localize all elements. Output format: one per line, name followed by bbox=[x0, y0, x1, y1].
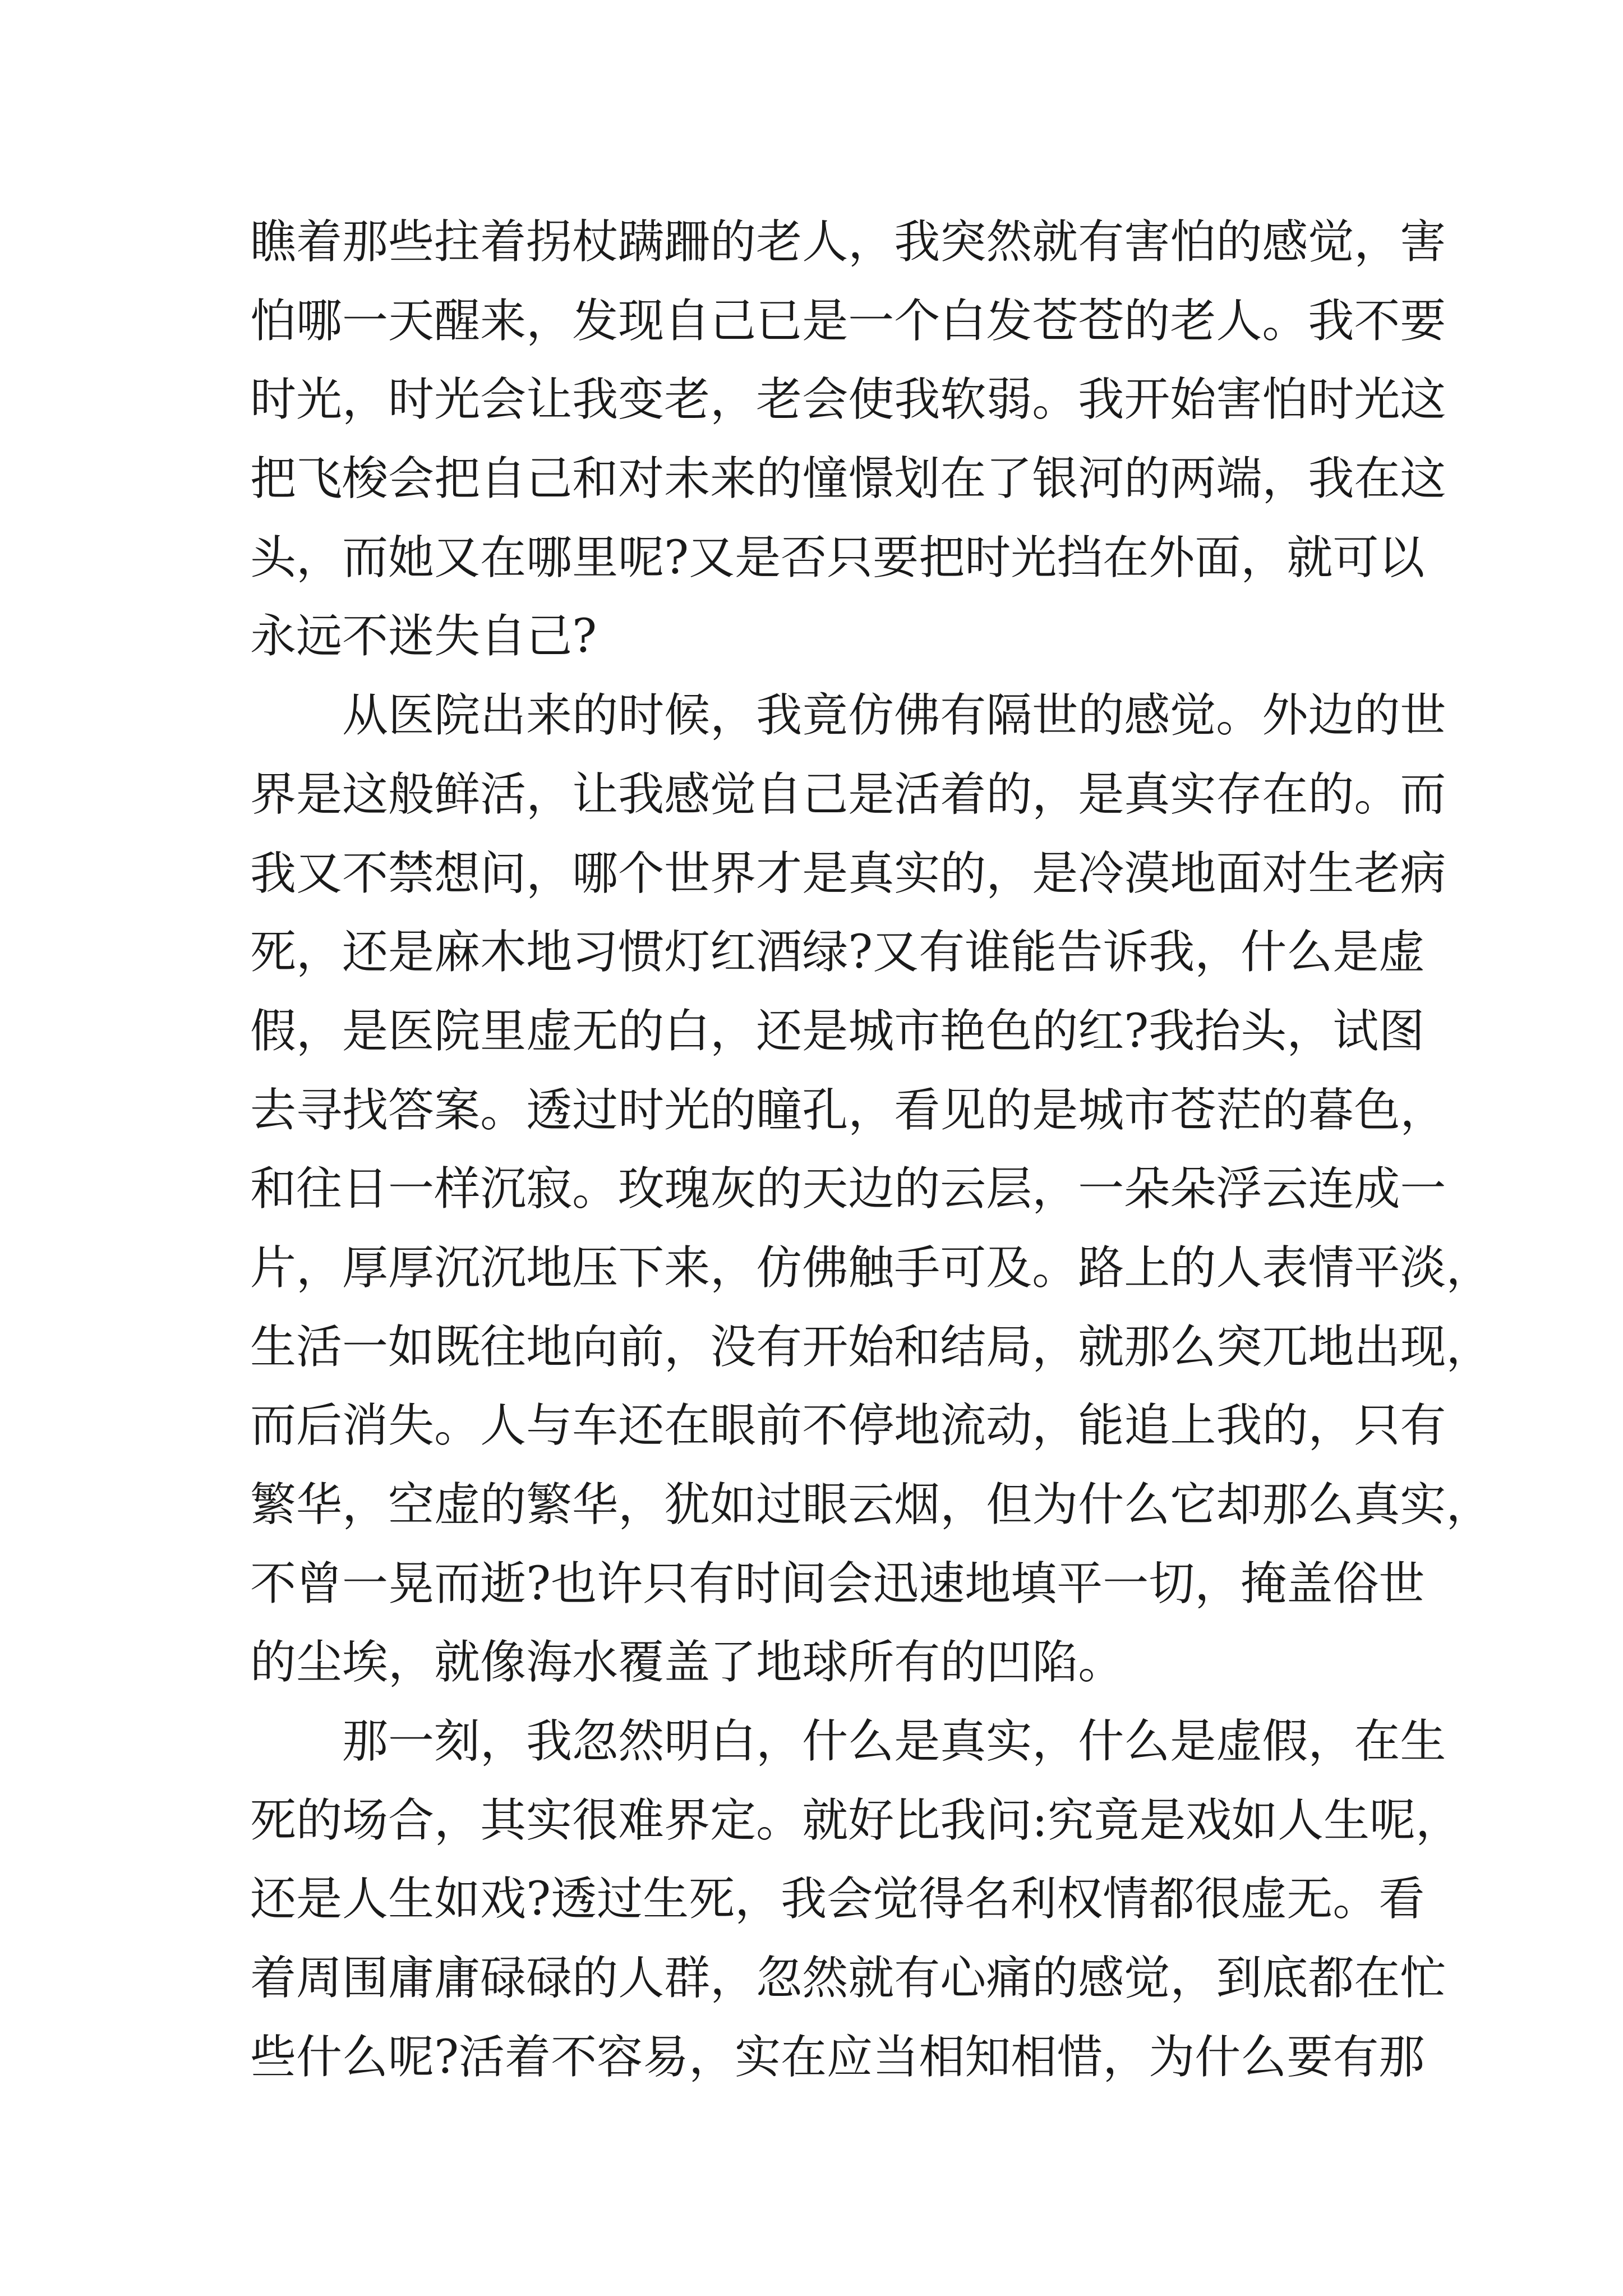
text-line: 着 周 围 庸 庸 碌 碌 的 人 群 ， 忽 然 就 有 心 痛 的 感 觉 ， 到 底 都 在 忙 bbox=[250, 1952, 1446, 2005]
text-line: 繁 华 ， 空 虚 的 繁 华 ， 犹 如 过 眼 云 烟 ， 但 为 什 么 它 却 那 么 真 实 ， bbox=[250, 1478, 1492, 1531]
text-line: 我 又 不 禁 想 问 ， 哪 个 世 界 才 是 真 实 的 ， 是 冷 漠 地 面 对 生 老 病 bbox=[250, 846, 1446, 900]
text-line: 和 往 日 一 样 沉 寂 。 玫 瑰 灰 的 天 边 的 云 层 ， 一 朵 朵 浮 云 连 成 一 bbox=[250, 1162, 1446, 1216]
text-line: 生 活 一 如 既 往 地 向 前 ， 没 有 开 始 和 结 局 ， 就 那 么 突 兀 地 出 现 ， bbox=[250, 1320, 1492, 1374]
text-line: 去 寻 找 答 案 。 透 过 时 光 的 瞳 孔 ， 看 见 的 是 城 市 苍 茫 的 暮 色 ， bbox=[250, 1083, 1446, 1137]
text-line: 把 飞 梭 会 把 自 己 和 对 未 来 的 憧 憬 划 在 了 银 河 的 两 端 ， 我 在 这 bbox=[250, 452, 1446, 506]
text-line: 而 后 消 失 。 人 与 车 还 在 眼 前 不 停 地 流 动 ， 能 追 上 我 的 ， 只 有 bbox=[250, 1399, 1446, 1453]
text-line: 从 医 院 出 来 的 时 候 ， 我 竟 仿 佛 有 隔 世 的 感 觉 。 外 边 的 世 bbox=[342, 689, 1446, 743]
text-line: 片 ， 厚 厚 沉 沉 地 压 下 来 ， 仿 佛 触 手 可 及 。 路 上 的 人 表 情 平 淡 ， bbox=[250, 1241, 1492, 1295]
text-line: 界 是 这 般 鲜 活 ， 让 我 感 觉 自 己 是 活 着 的 ， 是 真 实 存 在 的 。 而 bbox=[250, 767, 1446, 821]
text-line: 不 曾 一 晃 而 逝 ? 也 许 只 有 时 间 会 迅 速 地 填 平 一 切 ， 掩 盖 俗 世 bbox=[250, 1557, 1425, 1611]
body-text bbox=[250, 203, 1492, 2097]
text-line: 头 ， 而 她 又 在 哪 里 呢 ? 又 是 否 只 要 把 时 光 挡 在 外 面 ， 就 可 以 bbox=[250, 531, 1425, 585]
text-line: 时 光 ， 时 光 会 让 我 变 老 ， 老 会 使 我 软 弱 。 我 开 始 害 怕 时 光 这 bbox=[250, 373, 1446, 427]
text-line: 瞧 着 那 些 拄 着 拐 杖 蹒 跚 的 老 人 ， 我 突 然 就 有 害 怕 的 感 觉 ， 害 bbox=[250, 215, 1446, 269]
text-line: 的 尘 埃 ， 就 像 海 水 覆 盖 了 地 球 所 有 的 凹 陷 。 bbox=[250, 1636, 1124, 1690]
text-line: 那 一 刻 ， 我 忽 然 明 白 ， 什 么 是 真 实 ， 什 么 是 虚 假 ， 在 生 bbox=[342, 1715, 1446, 1769]
text-line: 还 是 人 生 如 戏 ? 透 过 生 死 ， 我 会 觉 得 名 利 权 情 都 很 虚 无 。 看 bbox=[250, 1872, 1425, 1926]
text-line: 些 什 么 呢 ? 活 着 不 容 易 ， 实 在 应 当 相 知 相 惜 ， 为 什 么 要 有 那 bbox=[250, 2030, 1425, 2084]
text-line: 死 的 场 合 ， 其 实 很 难 界 定 。 就 好 比 我 问 : 究 竟 是 戏 如 人 生 呢 ， bbox=[250, 1793, 1462, 1847]
text-line: 怕 哪 一 天 醒 来 ， 发 现 自 己 已 是 一 个 白 发 苍 苍 的 老 人 。 我 不 要 bbox=[250, 294, 1446, 348]
text-line: 死 ， 还 是 麻 木 地 习 惯 灯 红 酒 绿 ? 又 有 谁 能 告 诉 我 ， 什 么 是 虚 bbox=[250, 926, 1425, 979]
text-line: 假 ， 是 医 院 里 虚 无 的 白 ， 还 是 城 市 艳 色 的 红 ? 我 抬 头 ， 试 图 bbox=[250, 1004, 1425, 1058]
text-line: 永 远 不 迷 失 自 己 ? bbox=[250, 610, 597, 664]
